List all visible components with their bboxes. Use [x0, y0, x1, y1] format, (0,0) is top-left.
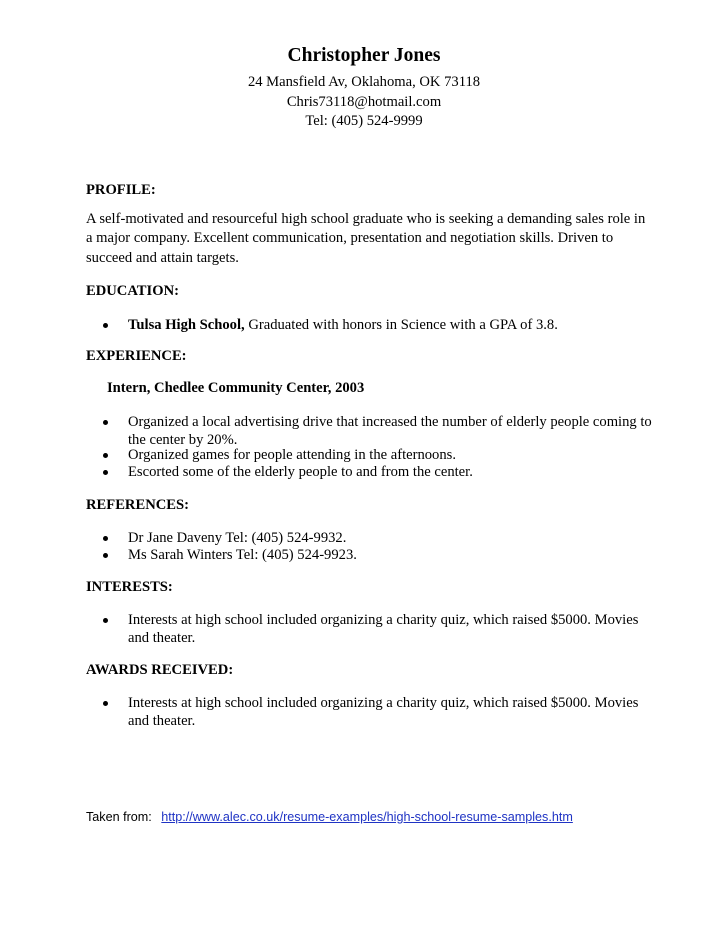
bullet-icon [103, 618, 108, 623]
experience-role: Intern, Chedlee Community Center, 2003 [107, 380, 365, 396]
candidate-name: Christopher Jones [287, 45, 441, 66]
bullet-icon [103, 453, 108, 458]
interests-heading: INTERESTS: [86, 579, 173, 595]
references-heading: REFERENCES: [86, 497, 189, 513]
school-detail: Graduated with honors in Science with a GPA of 3.8. [244, 317, 558, 333]
profile-heading: PROFILE: [86, 182, 156, 198]
bullet-icon [103, 323, 108, 328]
bullet-icon [103, 553, 108, 558]
resume-page: Christopher Jones 24 Mansfield Av, Oklahoma, OK 73118 Chris73118@hotmail.com Tel: (405) 524-9999 PROFILE: A self-motivated and resourceful high school graduate who is seeking a demanding sales role in a major company. Excellent communication, presentation and negotiation skills. Driven to succeed and attain targets. EDUCATION: Tulsa High School, Graduated with honors in Science with a GPA of 3.8. EXPERIENCE: Intern, Chedlee Community Center, 2003 Organized a local advertising drive that increased the number of elderly people coming to the center by 20%. Organized games for people attending in the afternoons. Escorted some of the elderly people to and from the center. REFERENCES: Dr Jane Daveny Tel: (405) 524-9932. Ms Sarah Winters Tel: (405) 524-9923. INTERESTS: Interests at high school included organizing a charity quiz, which raised $5000. Movies and theater. AWARDS RECEIVED: Interests at high school included organizing a charity quiz, which raised $5000. Movies and theater. Taken from: http://www.alec.co.uk/resume-examples/high-school-resume-samples.htm [0, 0, 728, 943]
email-line: Chris73118@hotmail.com [286, 94, 442, 110]
phone-line: Tel: (405) 524-9999 [305, 113, 423, 129]
awards-heading: AWARDS RECEIVED: [86, 662, 234, 678]
bullet-icon [103, 536, 108, 541]
school-name: Tulsa High School, [128, 317, 245, 333]
profile-text: A self-motivated and resourceful high school graduate who is seeking a demanding sales role in a major company. Excellent communication, presentation and negotiation skills. Driven to succeed and attain targets. [86, 211, 646, 266]
address-line: 24 Mansfield Av, Oklahoma, OK 73118 [247, 74, 481, 90]
source-link[interactable]: http://www.alec.co.uk/resume-examples/high-school-resume-samples.htm [161, 810, 573, 824]
source-footer [86, 809, 573, 825]
experience-heading: EXPERIENCE: [86, 348, 187, 364]
bullet-icon [103, 701, 108, 706]
bullet-icon [103, 420, 108, 425]
education-heading: EDUCATION: [86, 283, 179, 299]
source-label: Taken from: [86, 810, 152, 824]
bullet-icon [103, 470, 108, 475]
